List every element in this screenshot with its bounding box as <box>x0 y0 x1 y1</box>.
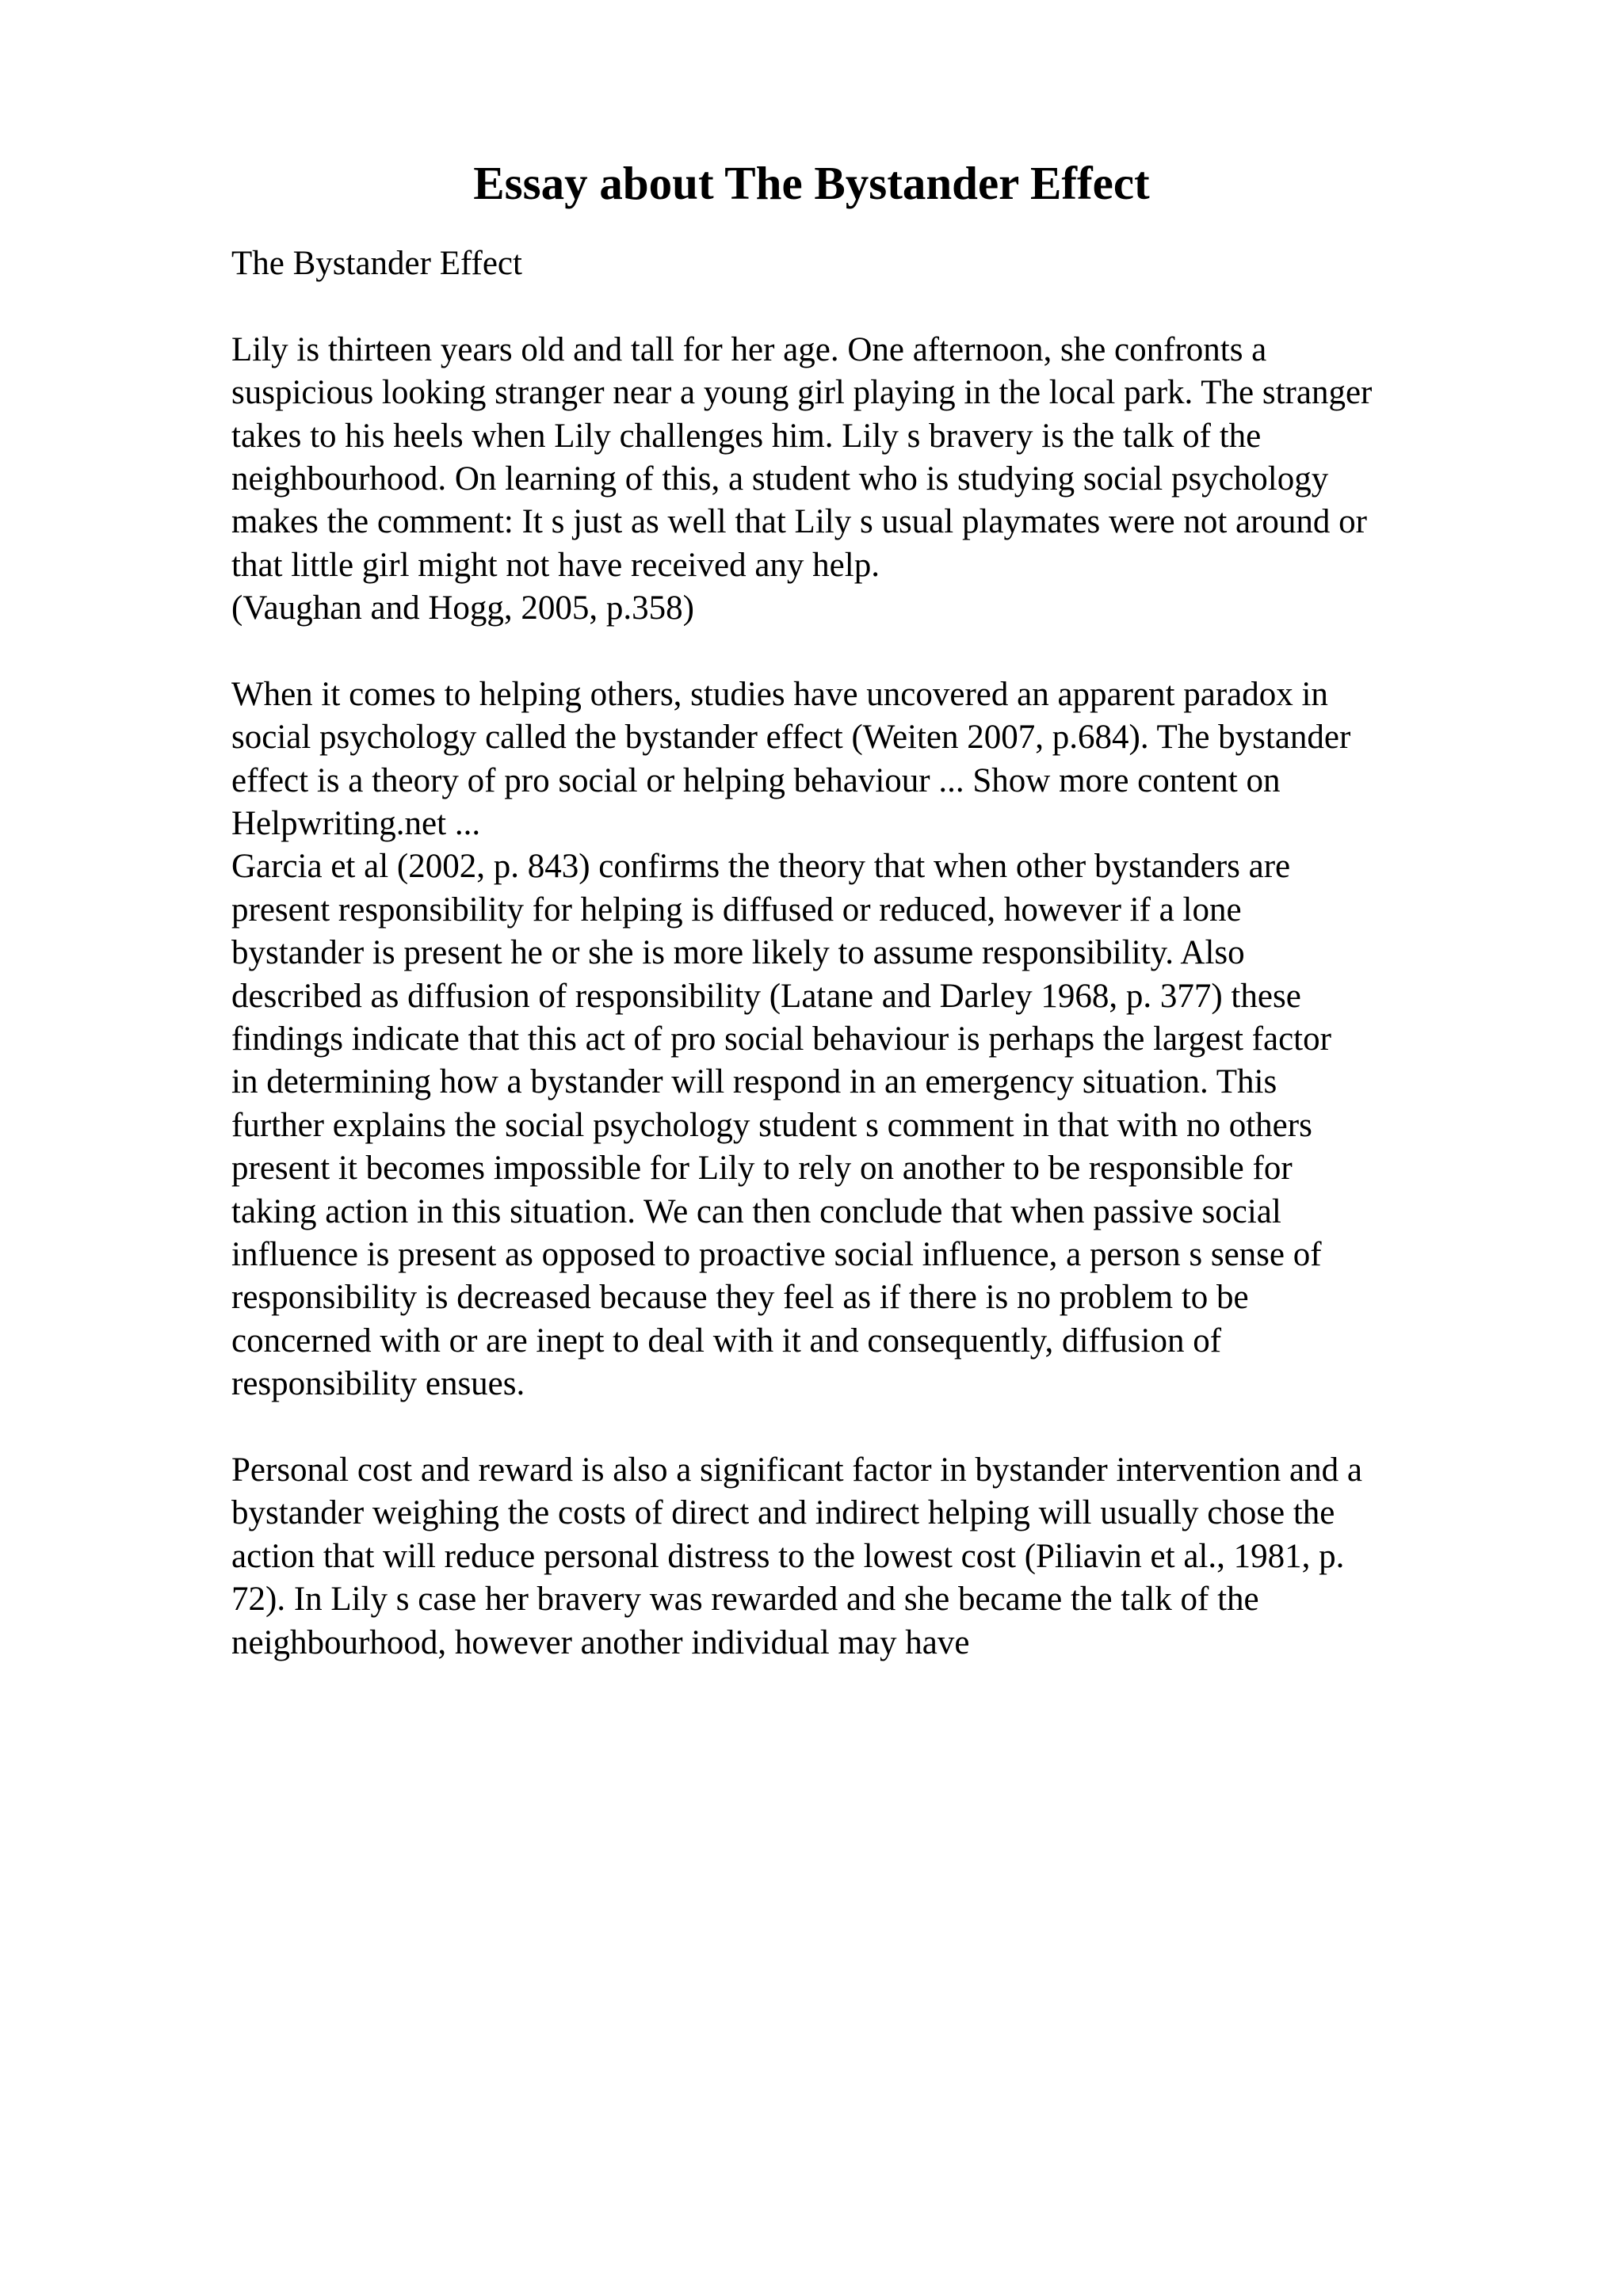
text-line: neighbourhood. On learning of this, a student who is studying social psychology <box>231 460 1329 498</box>
text-line: findings indicate that this act of pro social behaviour is perhaps the largest factor <box>231 1020 1331 1058</box>
paragraph-3 <box>231 1449 1499 1665</box>
paragraph-gap <box>231 1406 1499 1449</box>
text-line: responsibility is decreased because they feel as if there is no problem to be <box>231 1279 1249 1317</box>
paragraph-gap <box>231 631 1499 673</box>
text-line: When it comes to helping others, studies have uncovered an apparent paradox in <box>231 675 1328 713</box>
paragraph-gap <box>231 285 1499 328</box>
citation-line: (Vaughan and Hogg, 2005, p.358) <box>231 589 694 627</box>
text-line: 72). In Lily s case her bravery was rewarded and she became the talk of the <box>231 1581 1259 1619</box>
text-line: Lily is thirteen years old and tall for her age. One afternoon, she confronts a <box>231 330 1267 368</box>
text-line: present it becomes impossible for Lily to rely on another to be responsible for <box>231 1150 1293 1188</box>
text-line: suspicious looking stranger near a young girl playing in the local park. The stranger <box>231 374 1373 412</box>
document-subtitle: The Bystander Effect <box>231 245 522 282</box>
text-line: bystander weighing the costs of direct and indirect helping will usually chose the <box>231 1494 1335 1532</box>
text-line: taking action in this situation. We can then conclude that when passive social <box>231 1192 1281 1230</box>
text-line: bystander is present he or she is more likely to assume responsibility. Also <box>231 934 1245 972</box>
text-line: action that will reduce personal distress to the lowest cost (Piliavin et al., 1981, p. <box>231 1537 1345 1575</box>
document-title: Essay about The Bystander Effect <box>473 157 1150 209</box>
text-line: makes the comment: It s just as well that Lily s usual playmates were not around or <box>231 503 1368 541</box>
text-line: that little girl might not have received any help. <box>231 546 880 584</box>
paragraph-1 <box>231 329 1499 631</box>
text-line: takes to his heels when Lily challenges him. Lily s bravery is the talk of the <box>231 417 1262 455</box>
text-line: described as diffusion of responsibility (Latane and Darley 1968, p. 377) these <box>231 977 1301 1015</box>
text-line: Personal cost and reward is also a significant factor in bystander intervention and a <box>231 1451 1362 1489</box>
text-line: concerned with or are inept to deal with it and consequently, diffusion of <box>231 1322 1222 1360</box>
text-line: social psychology called the bystander effect (Weiten 2007, p.684). The bystander <box>231 719 1351 757</box>
text-line: effect is a theory of pro social or helping behaviour ... Show more content on <box>231 761 1281 799</box>
document-body <box>231 242 1499 1665</box>
paragraph-2 <box>231 673 1499 1406</box>
text-line: further explains the social psychology student s comment in that with no others <box>231 1106 1312 1144</box>
text-line: neighbourhood, however another individual may have <box>231 1623 970 1661</box>
text-line: in determining how a bystander will respond in an emergency situation. This <box>231 1063 1277 1101</box>
text-line: responsibility ensues. <box>231 1365 525 1403</box>
text-line: Garcia et al (2002, p. 843) confirms the theory that when other bystanders are <box>231 848 1291 886</box>
text-line: Helpwriting.net ... <box>231 805 481 843</box>
text-line: present responsibility for helping is diffused or reduced, however if a lone <box>231 891 1242 929</box>
text-line: influence is present as opposed to proactive social influence, a person s sense of <box>231 1235 1322 1273</box>
